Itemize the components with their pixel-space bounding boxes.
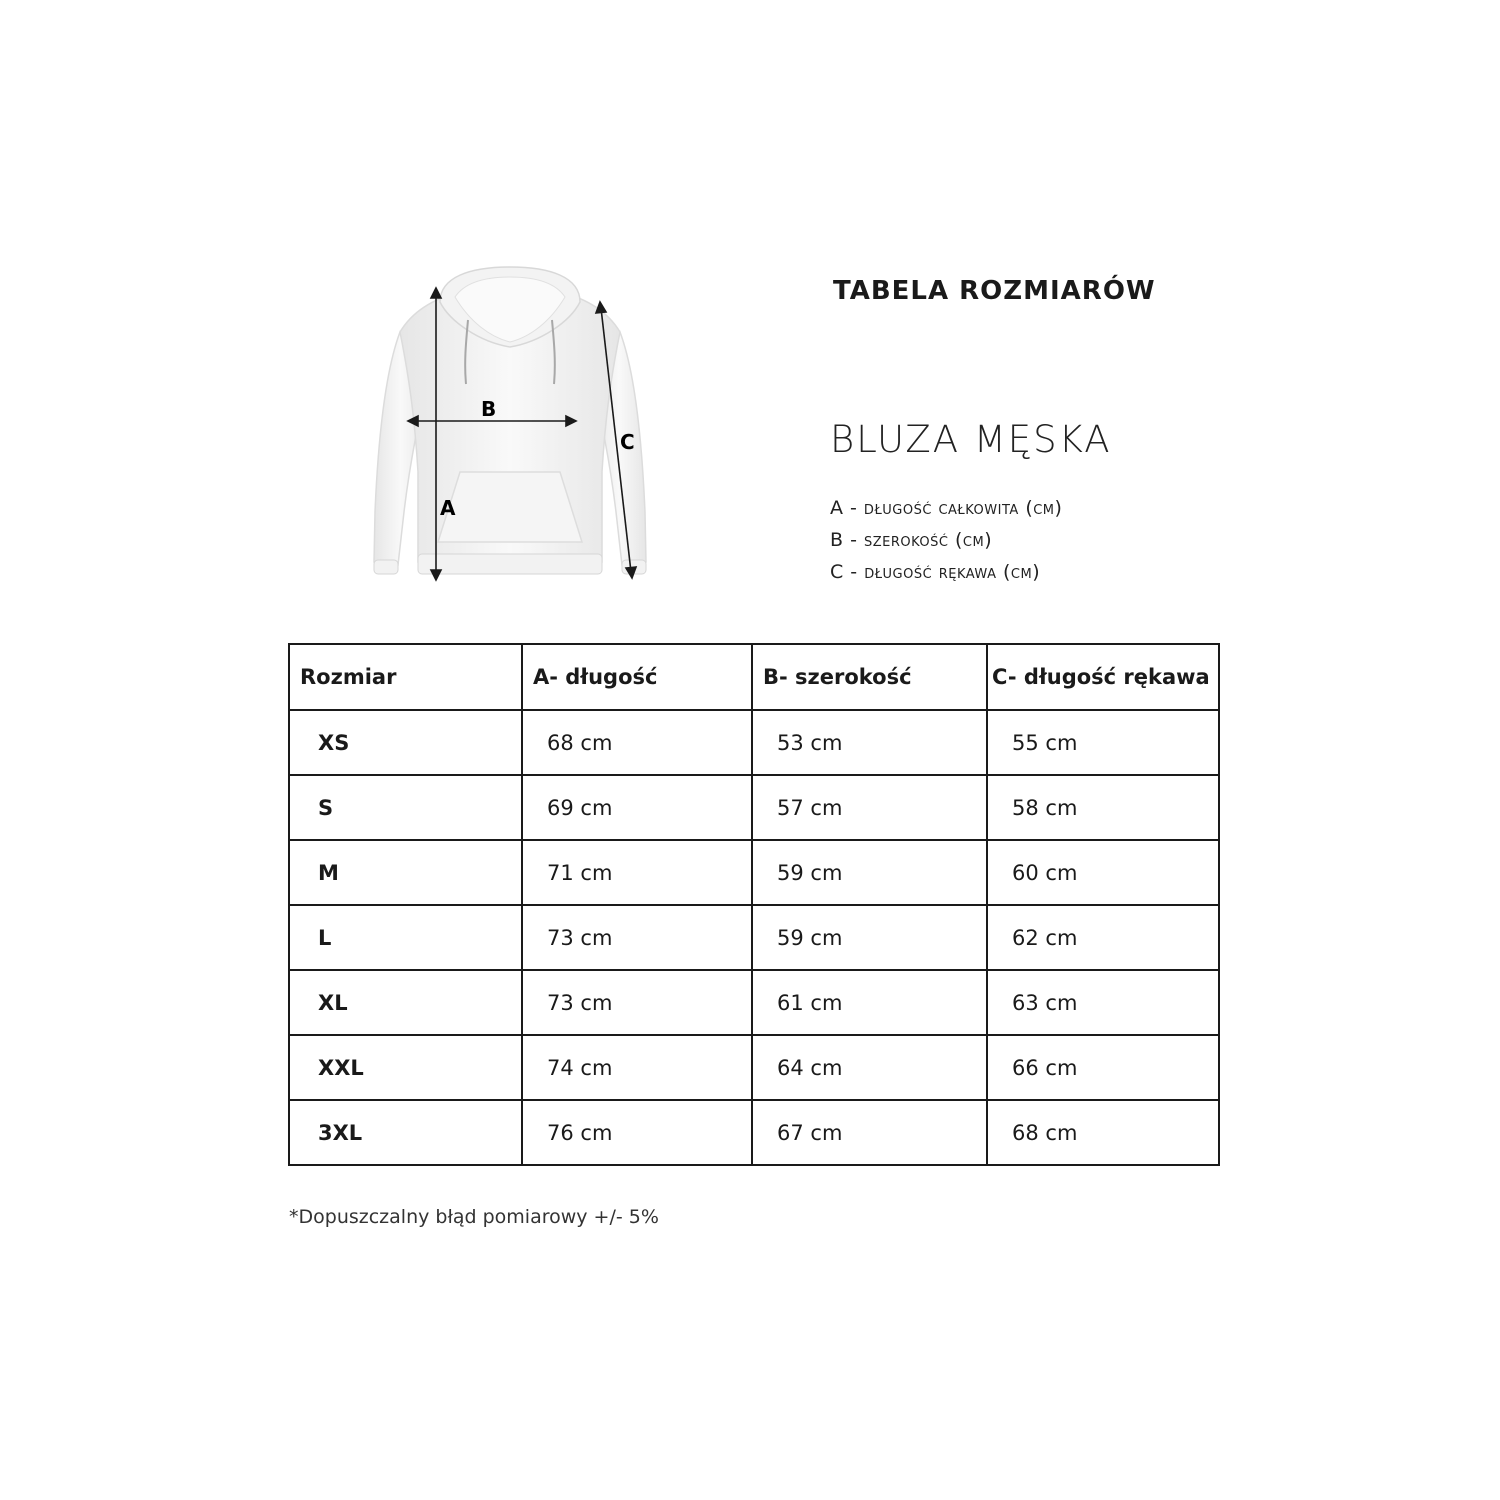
label-c: C [620, 430, 635, 454]
table-row [289, 1100, 1219, 1165]
width-cell: 64 cm [752, 1035, 987, 1100]
width-cell: 67 cm [752, 1100, 987, 1165]
sleeve-cell: 58 cm [987, 775, 1219, 840]
size-cell: M [289, 840, 522, 905]
size-cell: XL [289, 970, 522, 1035]
table-row [289, 710, 1219, 775]
table-row [289, 970, 1219, 1035]
table-row [289, 775, 1219, 840]
size-cell: XS [289, 710, 522, 775]
size-cell: 3XL [289, 1100, 522, 1165]
legend-item-b: B - szerokość (cm) [830, 529, 993, 551]
length-cell: 69 cm [522, 775, 752, 840]
header-length: A- długość [522, 644, 752, 710]
width-cell: 59 cm [752, 840, 987, 905]
sleeve-cell: 55 cm [987, 710, 1219, 775]
product-title: BLUZA MĘSKA [830, 418, 1112, 461]
measurement-legend [830, 492, 1062, 588]
length-cell: 74 cm [522, 1035, 752, 1100]
width-cell: 53 cm [752, 710, 987, 775]
sleeve-cell: 60 cm [987, 840, 1219, 905]
width-cell: 61 cm [752, 970, 987, 1035]
length-cell: 73 cm [522, 905, 752, 970]
width-cell: 59 cm [752, 905, 987, 970]
sleeve-cell: 62 cm [987, 905, 1219, 970]
size-cell: L [289, 905, 522, 970]
length-cell: 68 cm [522, 710, 752, 775]
label-b: B [481, 397, 497, 421]
legend-item-a: A - długość całkowita (cm) [830, 497, 1063, 519]
sleeve-cell: 66 cm [987, 1035, 1219, 1100]
label-a: A [440, 496, 456, 520]
header-size: Rozmiar [289, 644, 522, 710]
table-row [289, 840, 1219, 905]
size-cell: XXL [289, 1035, 522, 1100]
sleeve-cell: 68 cm [987, 1100, 1219, 1165]
hoodie-illustration [360, 262, 660, 592]
measurement-tolerance-note: *Dopuszczalny błąd pomiarowy +/- 5% [289, 1206, 659, 1228]
table-header-row [289, 644, 1219, 710]
header-sleeve-length: C- długość rękawa [987, 644, 1219, 710]
size-table [288, 643, 1220, 1166]
table-row [289, 905, 1219, 970]
sleeve-cell: 63 cm [987, 970, 1219, 1035]
width-cell: 57 cm [752, 775, 987, 840]
legend-item-c: C - długość rękawa (cm) [830, 561, 1041, 583]
length-cell: 71 cm [522, 840, 752, 905]
size-chart-heading: TABELA ROZMIARÓW [833, 276, 1156, 306]
length-cell: 76 cm [522, 1100, 752, 1165]
size-cell: S [289, 775, 522, 840]
hoodie-diagram [360, 262, 660, 592]
header-width: B- szerokość [752, 644, 987, 710]
table-row [289, 1035, 1219, 1100]
length-cell: 73 cm [522, 970, 752, 1035]
